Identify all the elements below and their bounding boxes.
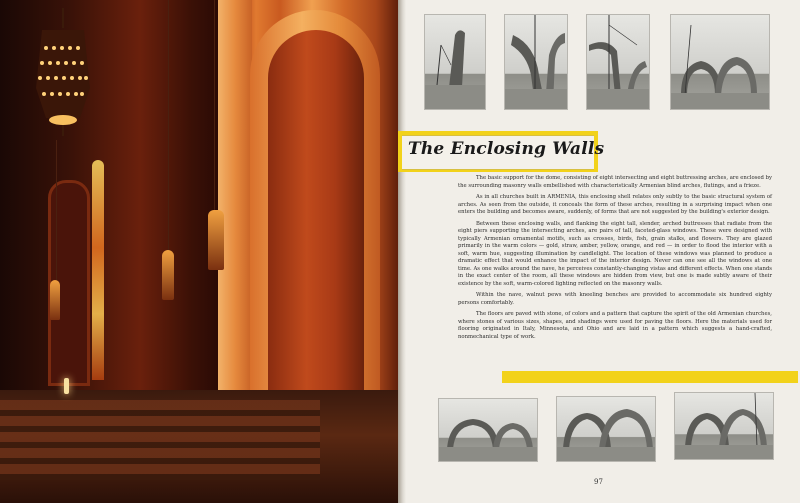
paragraph: Within the nave, walnut pews with kneeling benches are provided to accommodate six hundred eighty persons comfortably. [458,292,772,306]
arches-construction-photo [674,392,774,460]
paragraph: As in all churches built in ARMENIA, this enclosing shell relates only subtly to the basic structural system of arches. As seen from the outside, it conceals the form of these arches, resulting in a surprising impact when one enters the building and becomes aware, suddenly, of forms that are not suggested by the building's exterior design. [458,194,772,215]
page-number: 97 [594,478,603,486]
arches-construction-photo [438,398,538,462]
arch-construction-crane-photo [586,14,650,110]
paragraph: The basic support for the dome, consisting of eight intersecting and eight buttressing arches, are enclosed by the surrounding masonry walls embellished with characteristically Armenian blind arches, flutings, and a frieze. [458,175,772,189]
paragraph: The floors are paved with stone, of colors and a pattern that capture the spirit of the old Armenian churches, where stones of various sizes, shapes, and shadings were used for paving the floors. Here the materials used for flooring originated in Italy, Minnesota, and Ohio and are laid in a pattern which suggests a hand-crafted, nonmechanical type of work. [458,311,772,340]
arches-construction-photo [556,396,656,462]
chandelier-icon [28,8,98,138]
hanging-lamp-icon [50,280,60,320]
stained-glass-window [92,160,104,380]
lamp-wire [214,0,215,210]
candle-icon [64,378,69,394]
arch-construction-crane-photo [504,14,568,110]
interior-arch-opening [268,30,364,440]
lamp-wire [56,140,57,280]
section-title: The Enclosing Walls [408,139,605,159]
yellow-rule [502,371,798,383]
lamp-wire [168,0,169,250]
arch-construction-crane-photo [424,14,486,110]
body-text [458,175,772,345]
hanging-lamp-icon [162,250,174,300]
hanging-lamp-icon [208,210,224,270]
arch-construction-arches-photo [670,14,770,110]
pews [0,400,320,480]
book-gutter [398,0,406,503]
paragraph: Between these enclosing walls, and flanking the eight tall, slender, arched buttresses that radiate from the eight piers supporting the intersecting arches, are pairs of tall, faceted-glass windows. These were designed with typically Armenian ornamental motifs, such as crosses, birds, fish, grain stalks, and flowers. They are glazed primarily in the warm colors — gold, straw, amber, yellow, orange, and red — in order to flood the interior with a soft, warm hue, suggesting illumination by candlelight. The location of these windows was planned to produce a dramatic effect that would enhance the impact of the interior design. Never can one see all the windows at one time. As one walks around the nave, he perceives constantly-changing vistas and different effects. When one stands in the exact center of the room, all these windows are hidden from view, but one is made subtly aware of their existence by the soft, warm-colored lighting reflected on the masonry walls. [458,220,772,287]
